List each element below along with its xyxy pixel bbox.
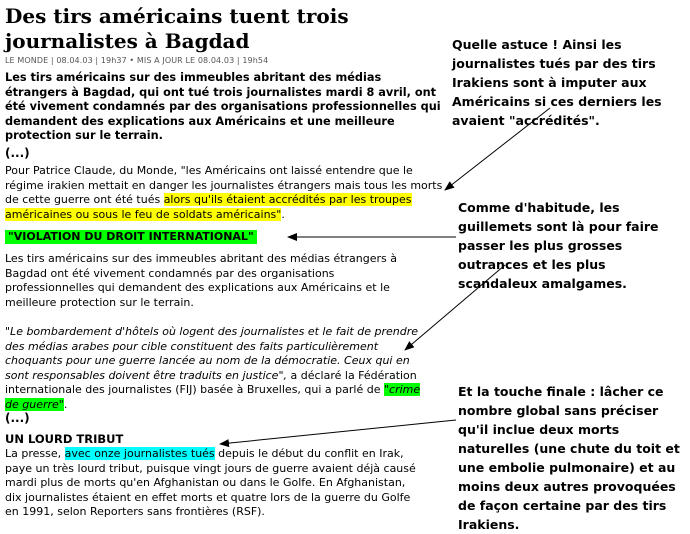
note-2: Comme d'habitude, les guillemets sont là pour faire passer les plus grosses outrances et les plus scandaleux amalgames. xyxy=(458,200,659,291)
ellipsis-1: (...) xyxy=(5,146,30,160)
claude-text: Pour Patrice Claude, du Monde, "les Américains ont laissé entendre que le régime irakien mettait en danger les journalistes étrangers mais tous les morts de cette guerre ont été tués xyxy=(5,164,443,206)
arrow-1 xyxy=(445,108,550,190)
subhead: UN LOURD TRIBUT xyxy=(5,432,124,446)
fij-quote-italic: "Le bombardement d'hôtels où logent des journalistes et le fait de prendre des médias arabes pour cible constituent des faits particulièrement choquants pour une guerre lancée au nom de la démocratie. Ceux qui en sont responsables doivent être traduits en justice", xyxy=(5,325,418,382)
note-3: Et la touche finale : lâcher ce nombre global sans préciser qu'il inclue deux morts naturelles (une chute du toit et une embolie pulmonaire) et au moins deux autres provoquées de façon certaine par des tirs Irakiens. xyxy=(458,384,680,532)
fij-quote-highlight: "crime de guerre" xyxy=(5,383,421,411)
ellipsis-2: (...) xyxy=(5,411,30,425)
final-end: depuis le début du conflit en Irak, paye un très lourd tribut, puisque vingt jours de guerre avaient déjà causé mardi plus de morts qu'en Afghanistan ou dans le Golfe. En Afghanistan, dix journalistes étaient en effet morts et quatre lors de la guerre du Golfe en 1991, selon Reporters sans frontières (RSF). xyxy=(5,447,416,518)
final-start: La presse, xyxy=(5,447,65,460)
article-lead: Les tirs américains sur des immeubles abritant des médias étrangers à Bagdad, qui ont tué trois journalistes mardi 8 avril, ont été vivement condamnés par des organisations professionnelles qui demandent des explications aux Américains et une meilleure protection sur le terrain. xyxy=(5,71,441,143)
fij-quote-normal: a déclaré la Fédération internationale des journalistes (FIJ) basée à Bruxelles, qui a parlé de xyxy=(5,368,417,396)
arrow-3 xyxy=(405,265,505,350)
fij-quote-end: . xyxy=(63,397,68,411)
arrow-4 xyxy=(220,420,456,444)
section-banner: "VIOLATION DU DROIT INTERNATIONAL" xyxy=(5,230,257,244)
final-highlight: avec onze journalistes tués xyxy=(64,447,215,460)
note-1: Quelle astuce ! Ainsi les journalistes tués par des tirs Irakiens sont à imputer aux Américains si ces derniers les avaient "accrédités". xyxy=(452,37,662,128)
paragraph-2: Les tirs américains sur des immeubles abritant des médias étrangers à Bagdad ont été vivement condamnés par des organisations professionnelles qui demandent des explications aux Américains et le meilleure protection sur le terrain. xyxy=(5,252,398,309)
article-meta: LE MONDE | 08.04.03 | 19h37 • MIS A JOUR LE 08.04.03 | 19h54 xyxy=(5,56,269,65)
claude-highlight: alors qu'ils étaient accrédités par les troupes américaines ou sous le feu de soldats américains" xyxy=(5,193,412,221)
article-title: Des tirs américains tuent trois journalistes à Bagdad xyxy=(5,4,349,53)
claude-end: . xyxy=(281,207,285,221)
